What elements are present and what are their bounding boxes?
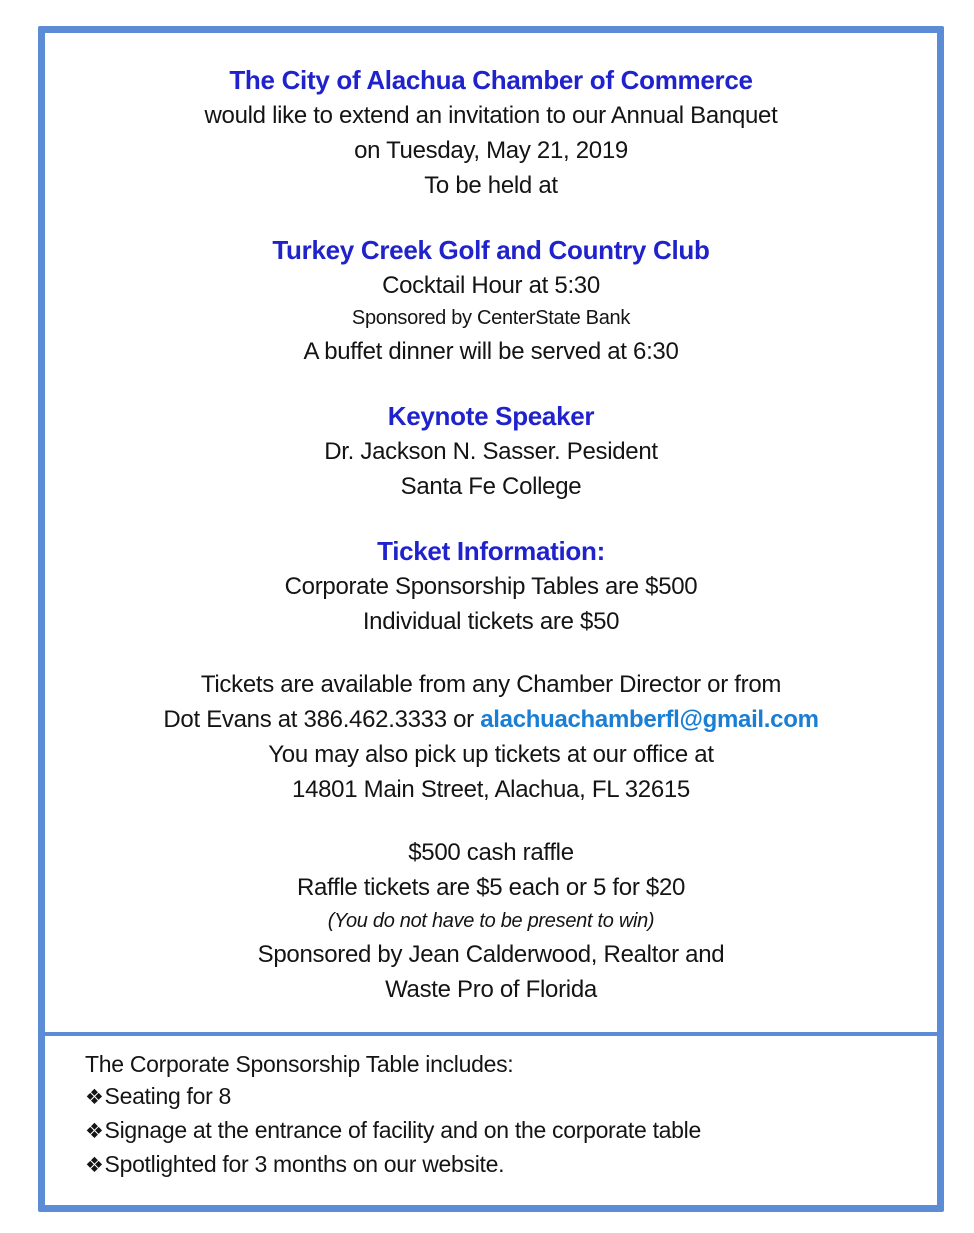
ticket-info-heading: Ticket Information: (377, 536, 605, 566)
flyer-title: The City of Alachua Chamber of Commerce (229, 65, 753, 95)
sponsorship-item-label: Seating for 8 (104, 1083, 232, 1109)
keynote-speaker: Dr. Jackson N. Sasser. Pesident (324, 438, 658, 465)
sponsorship-item (85, 1148, 913, 1182)
individual-price: Individual tickets are $50 (362, 608, 620, 635)
spacer (45, 203, 937, 233)
availability-line-4: 14801 Main Street, Alachua, FL 32615 (292, 776, 690, 803)
raffle-sponsor-line-1: Sponsored by Jean Calderwood, Realtor and (257, 941, 725, 968)
venue-name: Turkey Creek Golf and Country Club (272, 235, 710, 265)
raffle-sponsor-line-2: Waste Pro of Florida (385, 976, 597, 1003)
intro-line-3: To be held at (424, 172, 558, 199)
dinner-line: A buffet dinner will be served at 6:30 (303, 338, 679, 365)
sponsorship-heading: The Corporate Sponsorship Table includes: (85, 1051, 514, 1077)
availability-line-2-prefix: Dot Evans at 386.462.3333 or (163, 706, 481, 733)
keynote-heading: Keynote Speaker (387, 401, 595, 431)
corporate-price: Corporate Sponsorship Tables are $500 (284, 573, 698, 600)
raffle-line-2: Raffle tickets are $5 each or 5 for $20 (296, 874, 686, 901)
sponsorship-item (85, 1080, 913, 1114)
flyer-border-box (38, 26, 944, 1212)
raffle-line-1: $500 cash raffle (408, 839, 574, 866)
sponsorship-box (45, 1032, 937, 1205)
sponsorship-item-label: Signage at the entrance of facility and on the corporate table (104, 1117, 701, 1143)
intro-line-2: on Tuesday, May 21, 2019 (354, 137, 628, 164)
cocktail-sponsor: Sponsored by CenterState Bank (351, 307, 631, 329)
spacer (45, 369, 937, 399)
email-address: alachuachamberfl@gmail.com (480, 706, 819, 733)
spacer (45, 807, 937, 835)
diamond-bullet-icon: ❖ (85, 1086, 104, 1109)
availability-line-1: Tickets are available from any Chamber Director or from (200, 671, 782, 698)
spacer (45, 504, 937, 534)
diamond-bullet-icon: ❖ (85, 1154, 104, 1177)
spacer (45, 639, 937, 667)
availability-line-2 (45, 702, 937, 737)
invitation-body (45, 33, 937, 1032)
sponsorship-item-label: Spotlighted for 3 months on our website. (104, 1151, 505, 1177)
availability-line-3: You may also pick up tickets at our office at (268, 741, 714, 768)
intro-line-1: would like to extend an invitation to our Annual Banquet (204, 102, 778, 129)
sponsorship-item (85, 1114, 913, 1148)
cocktail-hour: Cocktail Hour at 5:30 (382, 272, 600, 299)
diamond-bullet-icon: ❖ (85, 1120, 104, 1143)
keynote-organization: Santa Fe College (400, 473, 582, 500)
raffle-note: (You do not have to be present to win) (327, 910, 655, 932)
